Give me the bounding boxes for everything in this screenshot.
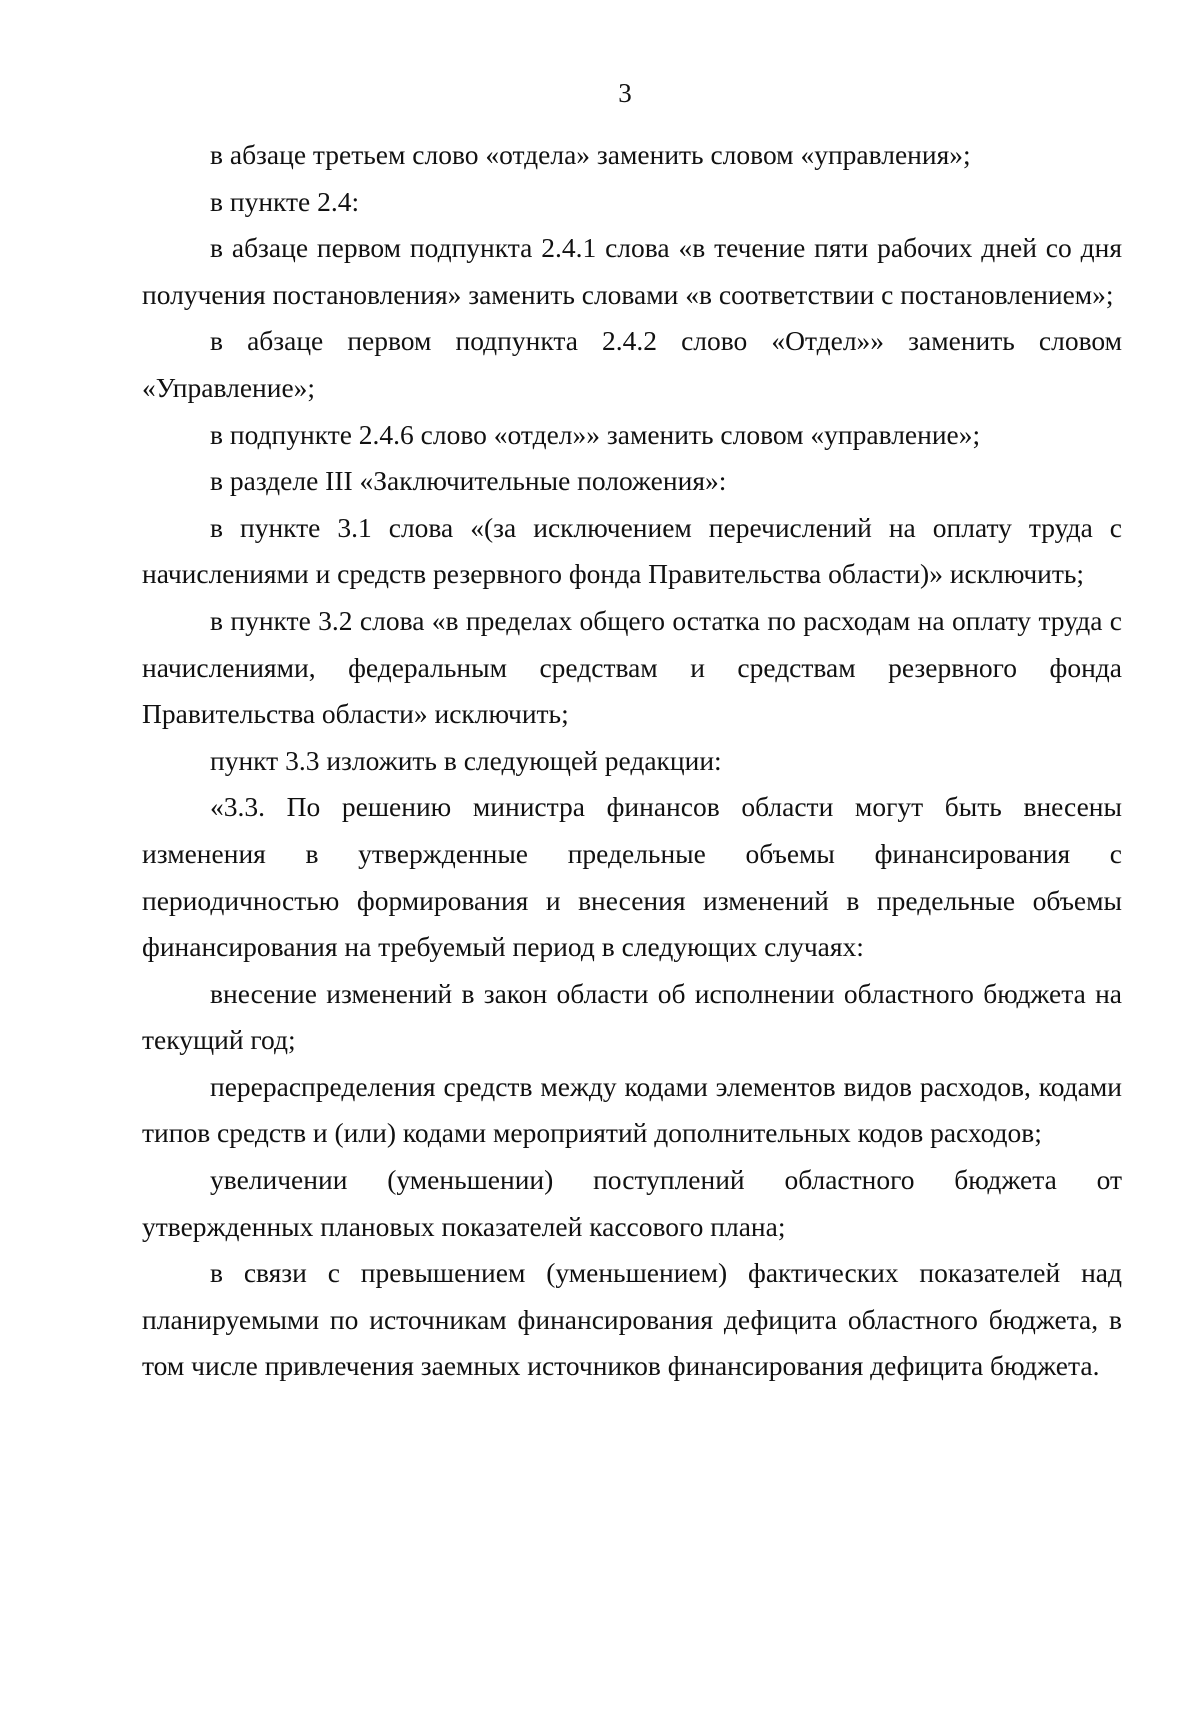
page-number: 3 bbox=[618, 78, 632, 108]
paragraph: в пункте 2.4: bbox=[210, 185, 360, 217]
paragraph: в абзаце третьем слово «отдела» заменить словом «управления»; bbox=[210, 139, 971, 170]
paragraph: в абзаце первом подпункта 2.4.2 слово «Отдел»» заменить словом «Управление»; bbox=[142, 325, 1122, 403]
paragraph: в разделе III «Заключительные положения»: bbox=[210, 465, 727, 497]
paragraph: «3.3. По решению министра финансов области могут быть внесены изменения в утвержденные предельные объемы финансирования с периодичностью формирования и внесения изменений в предельные объемы финансирования на требуемый период в следующих случаях: bbox=[142, 791, 1122, 963]
paragraph: пункт 3.3 изложить в следующей редакции: bbox=[210, 744, 722, 776]
paragraph: в абзаце первом подпункта 2.4.1 слова «в течение пяти рабочих дней со дня получения постановления» заменить словами «в соответствии с постановлением»; bbox=[142, 232, 1122, 310]
paragraph: внесение изменений в закон области об исполнении областного бюджета на текущий год; bbox=[142, 977, 1122, 1056]
paragraph: в связи с превышением (уменьшением) фактических показателей над планируемыми по источникам финансирования дефицита областного бюджета, в том числе привлечения заемных источников финансирования дефицита бюджета. bbox=[142, 1257, 1122, 1382]
paragraph: увеличении (уменьшении) поступлений областного бюджета от утвержденных плановых показателей кассового плана; bbox=[142, 1164, 1122, 1242]
paragraph: перераспределения средств между кодами элементов видов расходов, кодами типов средств и (или) кодами мероприятий дополнительных кодов расходов; bbox=[142, 1070, 1122, 1149]
document-body bbox=[142, 132, 1122, 1390]
paragraph: в пункте 3.2 слова «в пределах общего остатка по расходам на оплату труда с начислениями, федеральным средствам и средствам резервного фонда Правительства области» исключить; bbox=[142, 604, 1122, 730]
paragraph: в пункте 3.1 слова «(за исключением перечислений на оплату труда с начислениями и средств резервного фонда Правительства области)» исключить; bbox=[142, 511, 1122, 590]
paragraph: в подпункте 2.4.6 слово «отдел»» заменить словом «управление»; bbox=[210, 418, 981, 450]
